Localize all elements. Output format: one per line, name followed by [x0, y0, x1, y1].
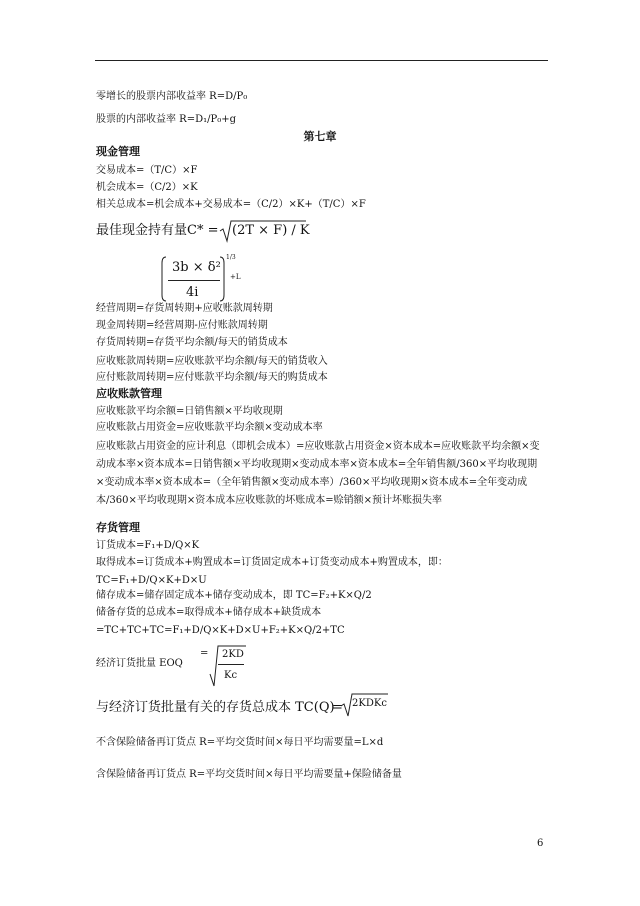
- fraction-exponent: 1/3: [226, 254, 236, 261]
- formula-acquisition-cost: 取得成本=订货成本+购置成本=订货固定成本+订货变动成本+购置成本，即：TC=F₁+D/Q×K+D×U: [96, 557, 448, 586]
- formula-total-inventory-cost: 储备存货的总成本=取得成本+储存成本+缺货成本=TC+TC+TC=F₁+D/Q×K+D×U+F₂+K×Q/2+TC: [96, 607, 345, 636]
- formula-order-cost: 订货成本=F₁+D/Q×K: [96, 540, 200, 551]
- formula-ar-average: 应收账款平均余额=日销售额×平均收现期: [96, 406, 283, 417]
- formula-cash-cycle: 现金周转期=经营周期-应付账款周转期: [96, 320, 268, 331]
- formula-inventory-turnover: 存货周转期=存货平均余额/每天的销货成本: [96, 337, 288, 348]
- eoq-label: 经济订货批量 EOQ: [96, 658, 183, 669]
- eoq-denominator: Kc: [224, 670, 238, 681]
- fraction-bar: [168, 280, 220, 281]
- formula-reorder-point: 不含保险储备再订货点 R=平均交货时间×每日平均需要量=L×d: [96, 737, 384, 748]
- formula-total-cost: 相关总成本=机会成本+交易成本=（C/2）×K+（T/C）×F: [96, 199, 366, 210]
- formula-holding-cost: 储存成本=储存固定成本+储存变动成本，即 TC=F₂+K×Q/2: [96, 590, 372, 601]
- formula-transaction-cost: 交易成本=（T/C）×F: [96, 165, 198, 176]
- eoq-numerator: 2KD: [222, 649, 244, 660]
- formula-operating-cycle: 经营周期=存货周转期+应收账款周转期: [96, 303, 273, 314]
- chapter-title: 第七章: [303, 130, 337, 143]
- page-number: 6: [537, 838, 544, 849]
- tcq-label: 与经济订货批量有关的存货总成本 TC(Q): [96, 700, 335, 715]
- formula-opportunity-cost: 机会成本=（C/2）×K: [96, 182, 198, 193]
- section-heading-cash: 现金管理: [96, 145, 140, 158]
- formula-ap-turnover: 应付账款周转期=应付账款平均余额/每天的购货成本: [96, 372, 328, 383]
- tcq-equals: =: [332, 700, 343, 715]
- eoq-equals: =: [200, 648, 209, 659]
- fraction-denominator: 4i: [186, 285, 199, 300]
- paragraph-ar-interest: 应收账款占用资金的应计利息（即机会成本）=应收账款占用资金×资本成本=应收账款平均余额×变动成本率×资本成本=日销售额×平均收现期×变动成本率×资本成本=全年销售额/360×平均收现期×变动成本率×资本成本=（全年销售额×变动成本率）/360×平均收现期×资本成本=全年变动成本/360×平均收现期×资本成本应收账款的坏账成本=赊销额×预计坏账损失率: [96, 441, 540, 506]
- formula-reorder-point-safety: 含保险储备再订货点 R=平均交货时间×每日平均需要量+保险储备量: [96, 769, 402, 780]
- tcq-expr: 2KDKc: [352, 698, 387, 709]
- eoq-fraction-bar: [218, 664, 244, 665]
- fraction-tail: +L: [230, 273, 241, 281]
- fraction-numerator: 3b × δ²: [172, 260, 221, 275]
- formula-stock-return: 股票的内部收益率 R=D₁/P₀+g: [96, 114, 236, 125]
- formula-ar-turnover: 应收账款周转期=应收账款平均余额/每天的销货收入: [96, 356, 328, 367]
- formula-optimal-cash-expr: (2T × F) / K: [232, 223, 310, 238]
- formula-zero-growth-return: 零增长的股票内部收益率 R=D/P₀: [96, 91, 248, 102]
- formula-ar-capital: 应收账款占用资金=应收账款平均余额×变动成本率: [96, 422, 323, 433]
- header-rule: [95, 60, 548, 61]
- section-heading-inventory: 存货管理: [96, 521, 140, 534]
- section-heading-receivables: 应收账款管理: [96, 387, 162, 400]
- formula-optimal-cash-label: 最佳现金持有量C* =: [96, 223, 219, 238]
